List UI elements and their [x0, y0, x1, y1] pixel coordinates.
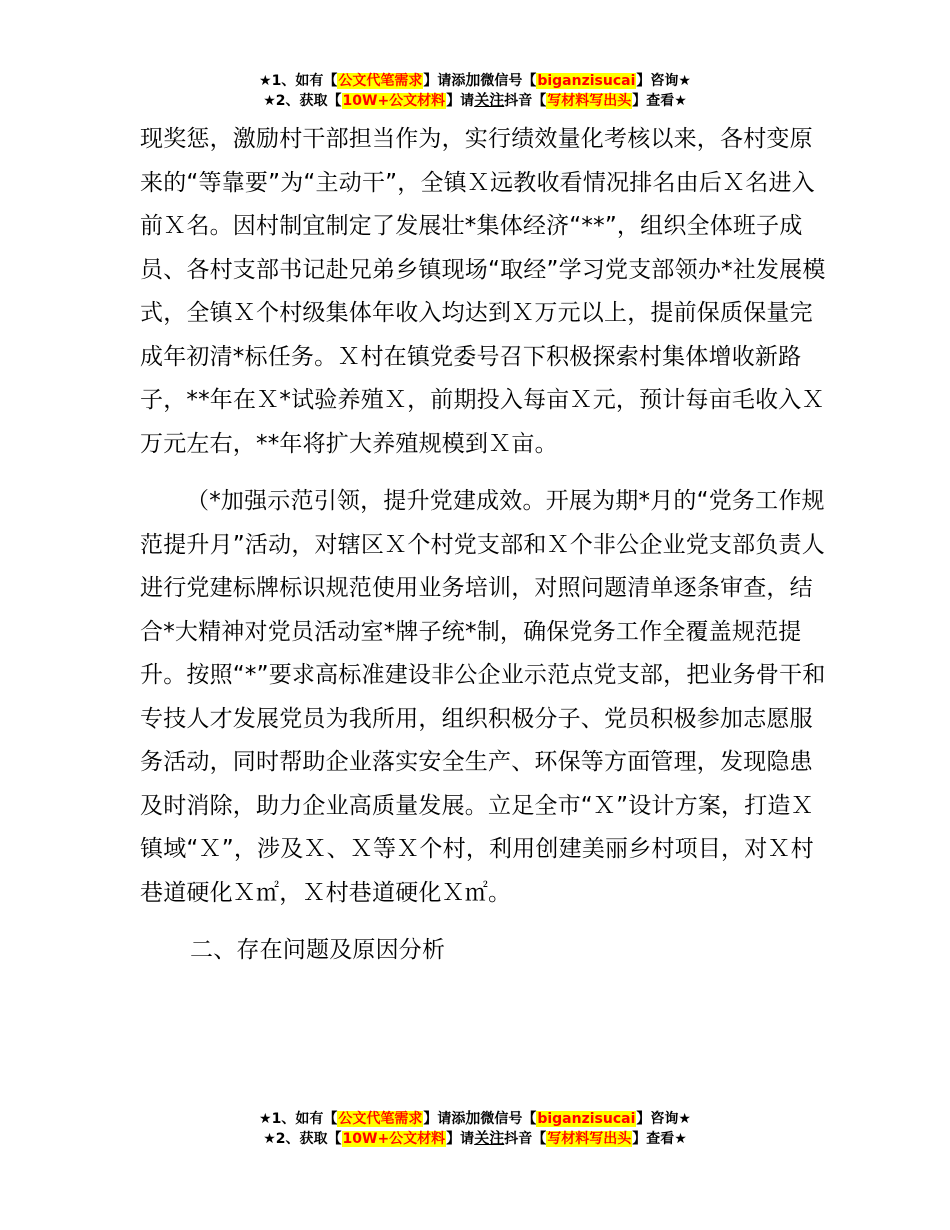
document-body — [140, 118, 830, 973]
highlight-douyin-account: 写材料写出头 — [547, 1131, 632, 1147]
banner-text: 】请 — [446, 1131, 475, 1147]
bottom-banner — [0, 1108, 950, 1148]
banner-text: 】咨询★ — [636, 73, 691, 89]
paragraph-1: 现奖惩，激励村干部担当作为，实行绩效量化考核以来，各村变原来的“等靠要”为“主动干”，全镇Ｘ远教收看情况排名由后Ｘ名进入前Ｘ名。因村制宜制定了发展壮*集体经济“**”，组织全体班子成员、各村支部书记赴兄弟乡镇现场“取经”学习党支部领办*社发展模式，全镇Ｘ个村级集体年收入均达到Ｘ万元以上，提前保质保量完成年初清*标任务。Ｘ村在镇党委号召下积极探索村集体增收新路子，**年在Ｘ*试验养殖Ｘ，前期投入每亩Ｘ元，预计每亩毛收入Ｘ万元左右，**年将扩大养殖规模到Ｘ亩。 — [140, 126, 826, 457]
banner-text: 】请添 — [423, 73, 466, 89]
highlight-wechat-id: biganzisucai — [537, 73, 636, 89]
banner-text: ★2、获取【 — [263, 93, 342, 109]
highlight-materials: 10W+公文材料 — [342, 93, 446, 109]
banner-text: 关注 — [474, 91, 505, 109]
highlight-douyin-account: 写材料写出头 — [547, 93, 632, 109]
banner-text: 加 — [465, 71, 481, 89]
highlight-writing-service: 公文代笔需求 — [338, 1111, 423, 1127]
banner-text: 加 — [465, 1109, 481, 1127]
banner-line-1 — [0, 1108, 950, 1128]
highlight-materials: 10W+公文材料 — [342, 1131, 446, 1147]
banner-text: ★1、如有【 — [259, 73, 338, 89]
banner-text: 】咨询★ — [636, 1111, 691, 1127]
highlight-wechat-id: biganzisucai — [537, 1111, 636, 1127]
banner-line-2 — [0, 90, 950, 110]
section-heading: 二、存在问题及原因分析 — [190, 937, 446, 963]
banner-text: 关注 — [474, 1129, 505, 1147]
banner-text: 微信号【 — [480, 73, 537, 89]
banner-text: 】请 — [446, 93, 475, 109]
banner-text: ★1、如有【 — [259, 1111, 338, 1127]
paragraph-2: （*加强示范引领，提升党建成效。开展为期*月的“党务工作规范提升月”活动，对辖区Ｘ个村党支部和Ｘ个非公企业党支部负责人进行党建标牌标识规范使用业务培训，对照问题清单逐条审查，结合*大精神对党员活动室*牌子统*制，确保党务工作全覆盖规范提升。按照“*”要求高标准建设非公企业示范点党支部，把业务骨干和专技人才发展党员为我所用，组织积极分子、党员积极参加志愿服务活动，同时帮助企业落实安全生产、环保等方面管理，发现隐患及时消除，助力企业高质量发展。立足全市“Ｘ”设计方案，打造Ｘ镇域“Ｘ”，涉及Ｘ、Ｘ等Ｘ个村，利用创建美丽乡村项目，对Ｘ村巷道硬化Ｘ㎡，Ｘ村巷道硬化Ｘ㎡。 — [140, 488, 826, 906]
banner-text: 抖音【 — [504, 93, 547, 109]
banner-text: 微信号【 — [480, 1111, 537, 1127]
highlight-writing-service: 公文代笔需求 — [338, 73, 423, 89]
banner-line-2 — [0, 1128, 950, 1148]
top-banner — [0, 70, 950, 110]
banner-text: 】请添 — [423, 1111, 466, 1127]
banner-text: 抖音【 — [504, 1131, 547, 1147]
banner-text: 】查看★ — [632, 1131, 687, 1147]
banner-line-1 — [0, 70, 950, 90]
banner-text: ★2、获取【 — [263, 1131, 342, 1147]
banner-text: 】查看★ — [632, 93, 687, 109]
